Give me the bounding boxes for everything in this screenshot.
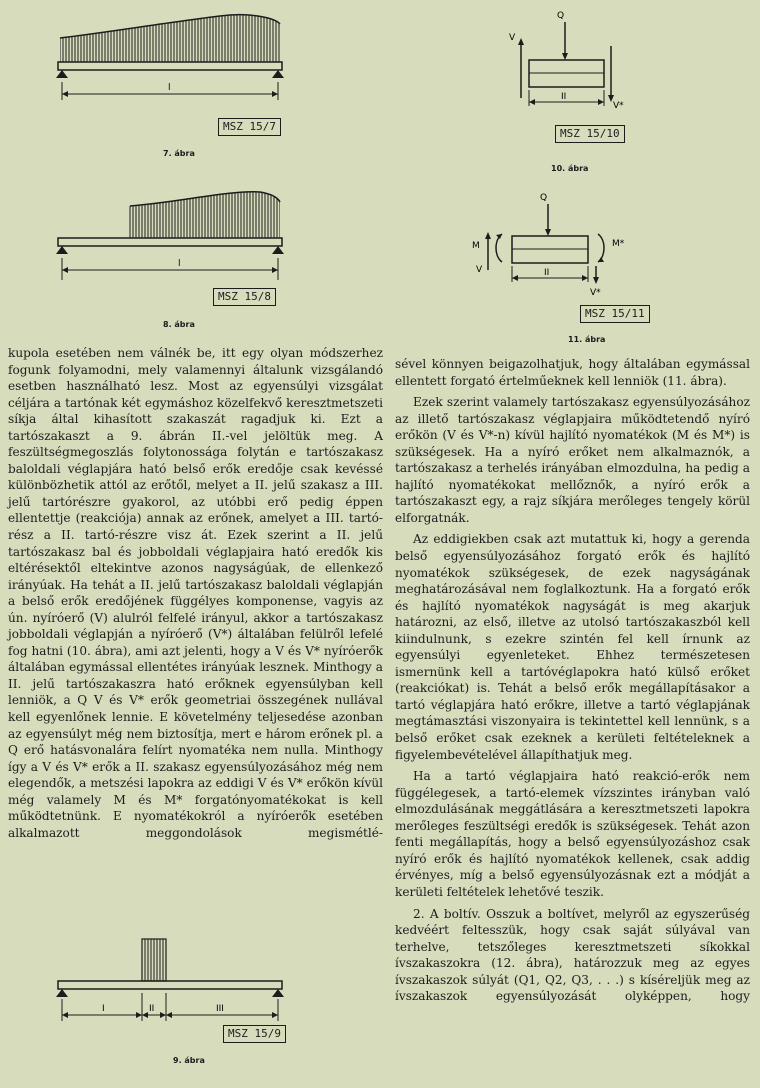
figure-11-label-mstar: M* (612, 239, 625, 249)
figure-11-label-vstar: V* (590, 288, 601, 298)
figure-10-label-vstar: V* (613, 101, 624, 111)
figure-11-label-m: M (472, 241, 480, 251)
figure-11-stamp: MSZ 15/11 (580, 305, 650, 323)
figure-10-label-q: Q (557, 11, 565, 21)
left-text-column (8, 345, 383, 841)
figure-7-caption: 7. ábra (163, 149, 195, 158)
right-paragraph-5: 2. A boltív. Osszuk a boltívet, melyről az egyszerűség kedvéért feltesszük, hogy csak saját súlyával van terhelve, tetszőleges keresztmetszeti síkokkal ívszakaszokra (12. ábra), határozzuk meg az egyes ívszakaszok súlyát (Q1, Q2, Q3, . . .) s kíséreljük meg az ívszakaszok egyensúlyozását olyképpen, hogy (395, 906, 750, 1004)
figure-9-segment-i: I (102, 1004, 105, 1014)
figure-9-drawing (50, 935, 300, 1027)
right-paragraph-4: Ha a tartó véglapjaira ható reakció-erők nem függélegesek, a tartó-elemek vízszintes irányban való elmozdulásának meggátlására a keresztmetszeti lapokra merőleges feszültségi eredők is szükségesek. Tehát azon fenti megállapítás, hogy a belső egyensúlyozáshoz csak nyíró erők és hajlító nyomatékok kellenek, csak addig érvényes, míg a belső egyensúlyozásnak ezt a módját a kerületi feltételek lehetővé teszik. (395, 769, 750, 899)
figure-9-segment-ii: II (149, 1004, 155, 1014)
figure-10-drawing (505, 6, 625, 121)
figure-8 (50, 182, 300, 282)
figure-8-span-label: l (178, 259, 181, 269)
figure-11-label-v: V (476, 265, 483, 275)
figure-11-drawing (468, 190, 658, 300)
figure-9-stamp: MSZ 15/9 (223, 1025, 286, 1043)
figure-10-label-v: V (509, 33, 516, 43)
figure-10 (505, 6, 625, 121)
figure-7 (50, 2, 300, 102)
figure-8-stamp: MSZ 15/8 (213, 288, 276, 306)
figure-10-stamp: MSZ 15/10 (555, 125, 625, 143)
right-paragraph-3: Az eddigiekben csak azt mutattuk ki, hogy a gerenda belső egyensúlyozásához forgató erők és hajlító nyomatékok szükségesek, de ezek nagyságának meghatározásával nem foglalkoztunk. Ha a forgató erők és hajlító nyomatékok nagyságát is meg akarjuk határozni, az első, illetve az utolsó tartószakaszból kell kiindulnunk, s ezekre szintén fel kell írnunk az egyensúlyi egyenleteket. Ehhez természetesen ismernünk kell a tartóvéglapokra ható külső erőket (reakciókat) is. Tehát a belső erők megállapításakor a tartó véglapjára ható erőkre, illetve a tartó véglapjának megtámasztási viszonyaira is tekintettel kell lennünk, s a belső erőket csak ezeknek a kerületi feltételeknek a figyelembevételével állapíthatjuk meg. (395, 532, 750, 762)
figure-9 (50, 935, 300, 1027)
figure-8-caption: 8. ábra (163, 320, 195, 329)
figure-11-label-q: Q (540, 193, 548, 203)
figure-10-caption: 10. ábra (551, 164, 589, 173)
figure-11-caption: 11. ábra (568, 335, 606, 344)
figure-9-caption: 9. ábra (173, 1056, 205, 1065)
right-paragraph-1: sével könnyen beigazolhatjuk, hogy általában egymással ellentett forgató értelműeknek kell lenniök (11. ábra). (395, 357, 750, 388)
figure-7-drawing (50, 2, 300, 102)
figure-10-label-seg: II (561, 92, 567, 102)
right-paragraph-2: Ezek szerint valamely tartószakasz egyensúlyozásához az illető tartószakasz véglapjaira működtetendő nyíró erőkön (V és V*-n) kívül hajlító nyomatékok (M és M*) is szükségesek. Ha a nyíró erőket nem alkalmaznók, a tartószakasz a terhelés irányában elmozdulna, ha pedig a hajlító nyomatékokat mellőznők, a nyíró erők a tartószakaszt egy, a rajz síkjára merőleges tengely körül elforgatnák. (395, 395, 750, 525)
figure-11 (468, 190, 658, 300)
left-paragraph-1: kupola esetében nem válnék be, itt egy olyan módszerhez fogunk folyamodni, mely valamennyi általunk vizsgálandó esetben használható lesz. Most az egyensúlyi vizsgálat céljára a tartónak két egymáshoz közelfekvő keresztmetszeti síkja által kihasított szakaszát ragadjuk ki. Ezt a tartószakaszt a 9. ábrán II.-vel jelöltük meg. A feszültségmegoszlás folytonossága folytán e tartószakasz baloldali véglapjára ható belső erők eredője csak kevéssé különbözhetik attól az erőtől, melyet a II. jelű szakasz a III. jelű tartórészre gyakorol, az utóbbi erő pedig éppen ellentettje (reakciója) annak az erőnek, amelyet a III. tartó-rész a II. tartó-részre visz át. Ezek szerint a II. jelű tartószakasz bal és jobboldali véglapjaira ható eredők kis eltérésektől eltekintve azonos nagyságúak, de ellenkező irányúak. Ha tehát a II. jelű tartószakasz baloldali véglapján a belső erők eredőjének függélyes komponense, vagyis az ún. nyíróerő (V) alulról felfelé irányul, akkor a tartószakasz jobboldali véglapján a nyíróerő (V*) általában felülről lefelé fog hatni (10. ábra), ami azt jelenti, hogy a V és V* nyíróerők általában egymással ellentétes irányúak lesznek. Minthogy a II. jelű tartószakaszra ható erőknek egyensúlyban kell lenniök, a Q V és V* erők geometriai összegének nullával kell egyenlőnek lennie. E követelmény teljesedése azonban az egyensúlyt még nem biztosítja, mert e három erőnek pl. a Q erő hatásvonalára felírt nyomatéka nem nulla. Minthogy így a V és V* erők a II. szakasz egyensúlyozásához még nem elegendők, a metszési lapokra az eddigi V és V* erőkön kívül még valamely M és M* forgatónyomatékokat is kell működtetnünk. E nyomatékokról a nyíróerők esetében alkalmazott meggondolások megismétlé- (8, 346, 383, 840)
right-text-column (395, 356, 750, 1005)
figure-11-label-seg: II (544, 268, 550, 278)
figure-9-segment-iii: III (216, 1004, 224, 1014)
figure-8-drawing (50, 182, 300, 282)
figure-7-span-label: l (168, 83, 171, 93)
figure-7-stamp: MSZ 15/7 (218, 118, 281, 136)
